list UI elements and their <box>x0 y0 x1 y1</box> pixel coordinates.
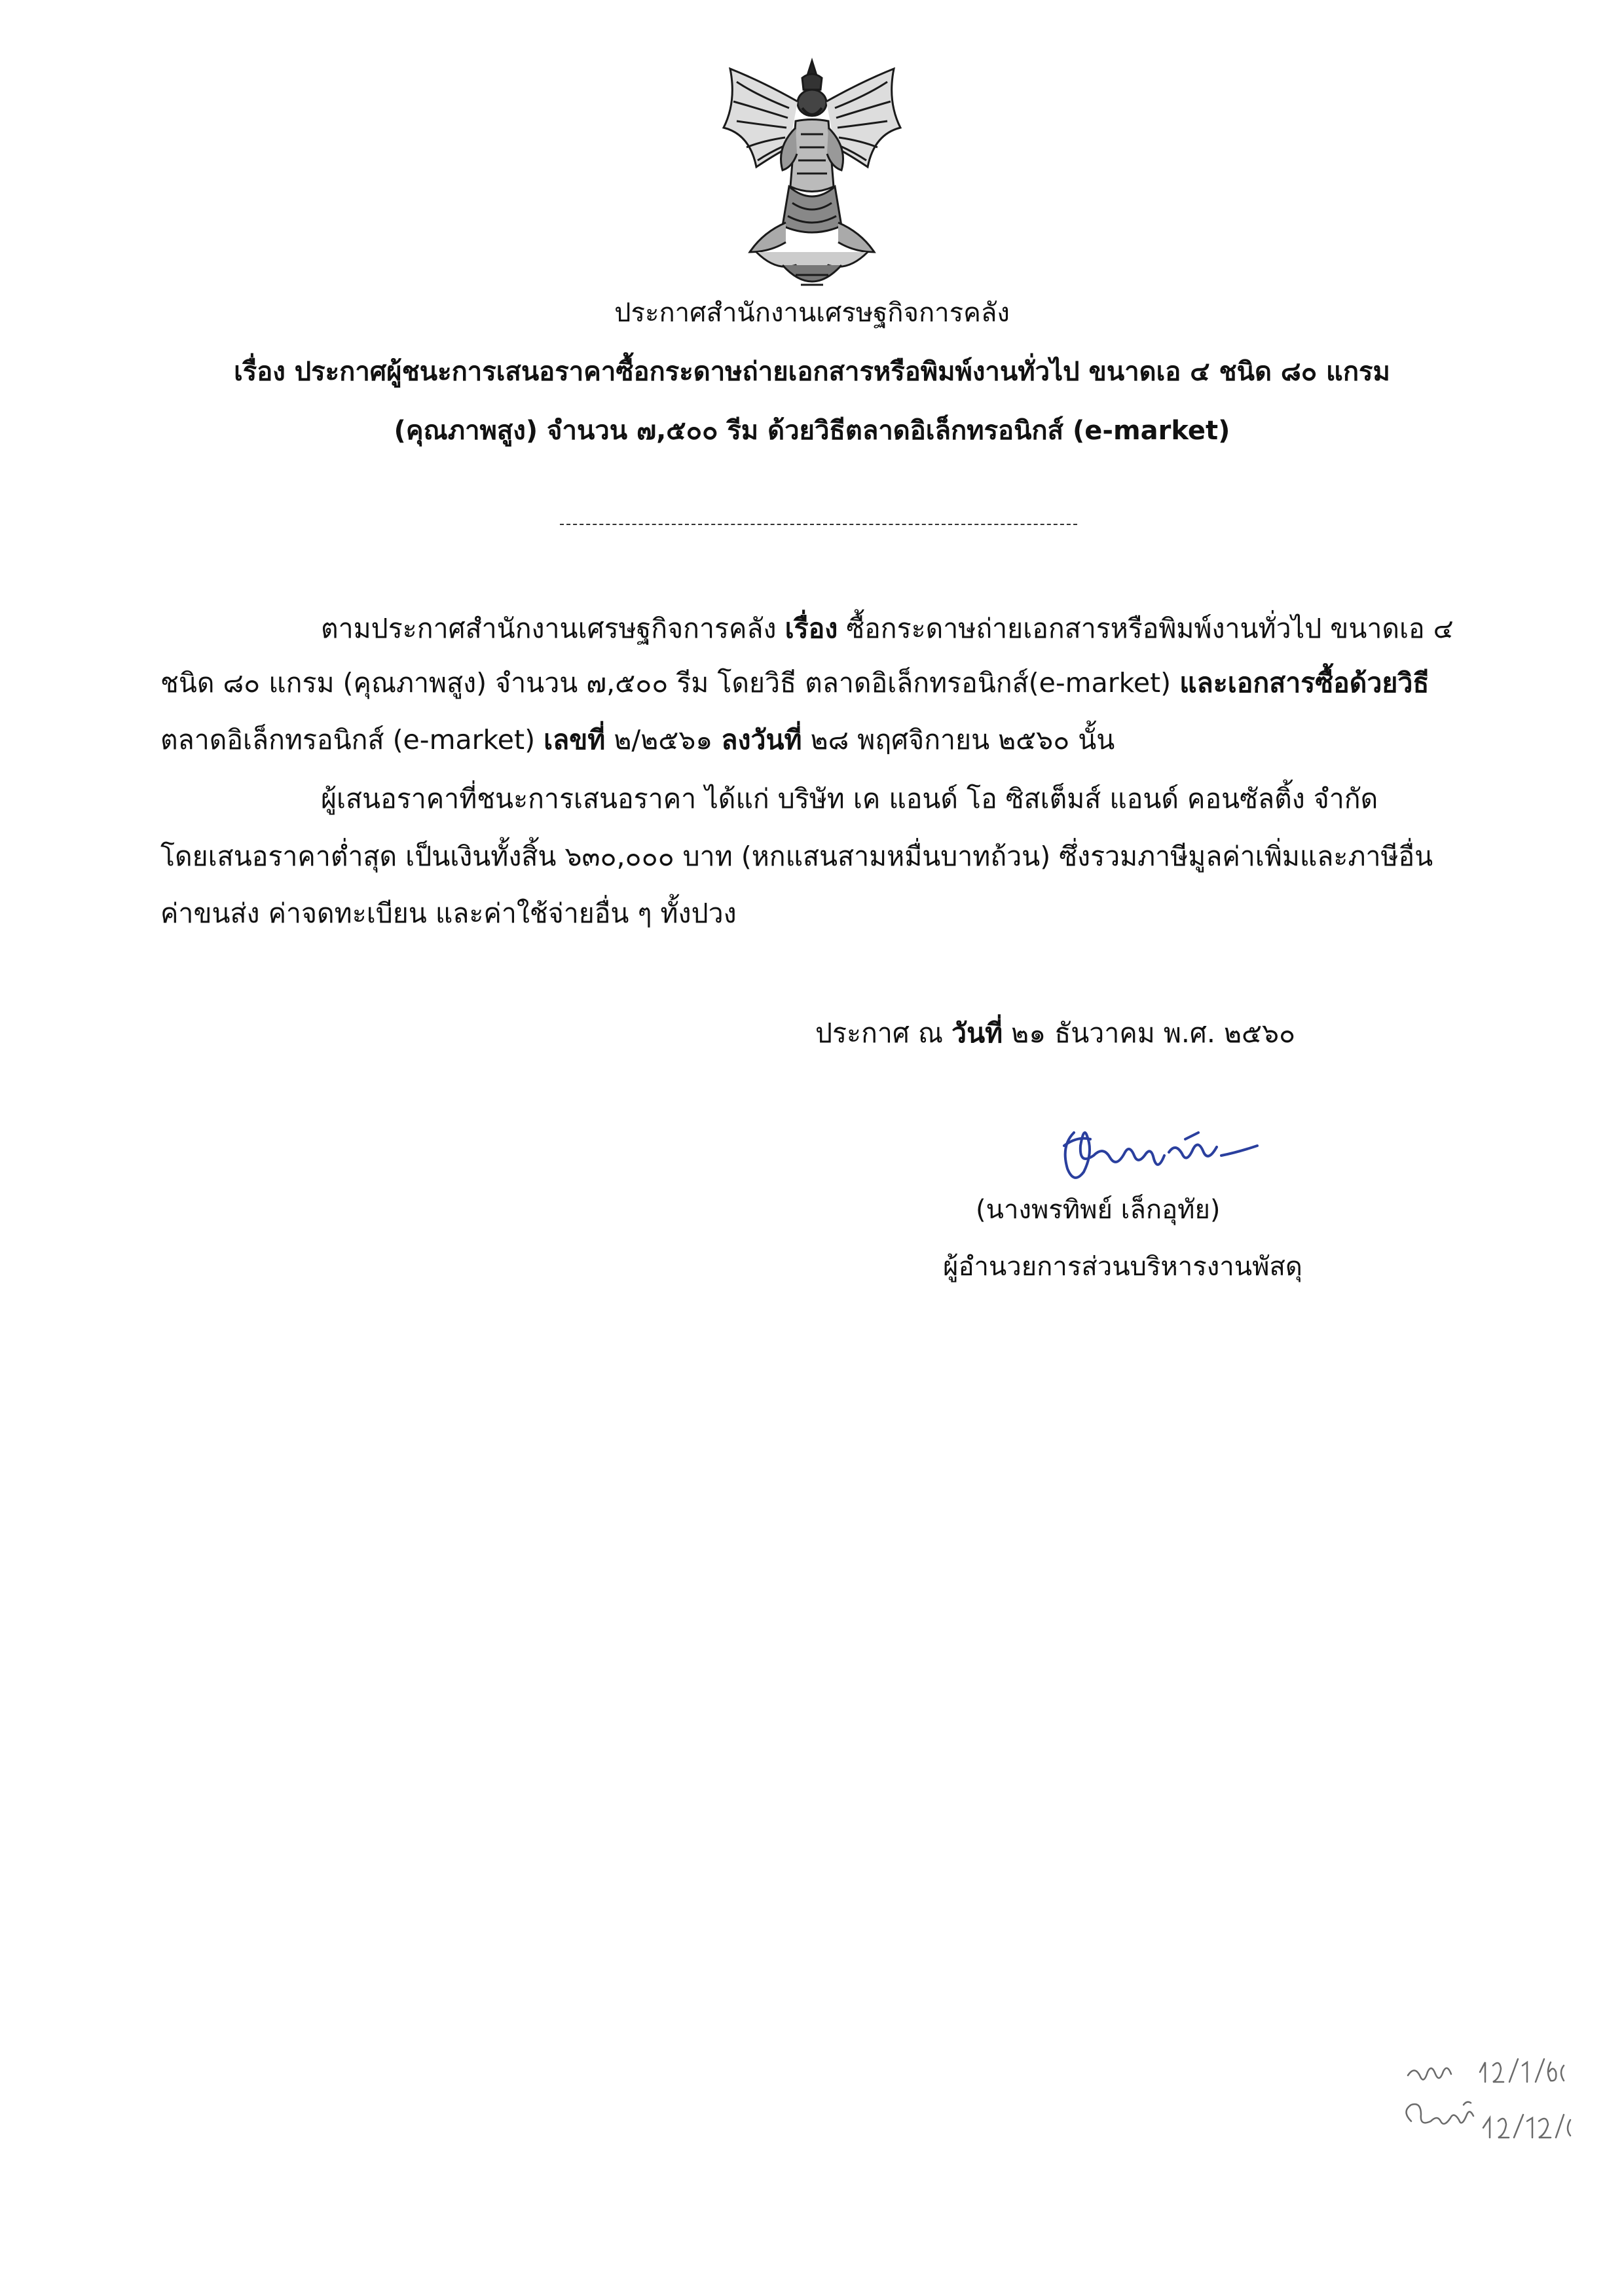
p1-l1-text-b: เรื่อง <box>784 613 838 644</box>
document-subject-line-1: เรื่อง ประกาศผู้ชนะการเสนอราคาซื้อกระดาษถ่ายเอกสารหรือพิมพ์งานทั่วไป ขนาดเอ ๔ ชนิด ๘๐ แกรม <box>234 357 1390 387</box>
paragraph-1-line-3 <box>160 720 1115 759</box>
signer-name: (นางพรทิพย์ เล็กอุทัย) <box>976 1195 1221 1225</box>
document-subject-line-2: (คุณภาพสูง) จำนวน ๗,๕๐๐ รีม ด้วยวิธีตลาดอิเล็กทรอนิกส์ (e-market) <box>394 416 1230 446</box>
p1-l1-text-a: ตามประกาศสำนักงานเศรษฐกิจการคลัง <box>321 613 785 644</box>
p1-l3-text-b: เลขที่ <box>544 724 606 756</box>
paragraph-1-line-2 <box>160 663 1429 702</box>
paragraph-2-line-1: ผู้เสนอราคาที่ชนะการเสนอราคา ได้แก่ บริษัท เค แอนด์ โอ ซิสเต็มส์ แอนด์ คอนซัลติ้ง จำกัด <box>321 783 1378 814</box>
signer-title: ผู้อำนวยการส่วนบริหารงานพัสดุ <box>943 1252 1302 1282</box>
p1-l3-text-e: ๒๘ พฤศจิกายน ๒๕๖๐ นั้น <box>802 724 1115 756</box>
date-label: วันที่ <box>951 1017 1003 1049</box>
handwritten-initials-icon <box>1401 2049 1572 2160</box>
announcement-date <box>815 1013 1295 1053</box>
p1-l2-text-b: และเอกสารซื้อด้วยวิธี <box>1179 667 1430 699</box>
date-value: ๒๑ ธันวาคม พ.ศ. ๒๕๖๐ <box>1003 1017 1296 1049</box>
p1-l3-text-d: ลงวันที่ <box>721 724 802 756</box>
date-prefix: ประกาศ ณ <box>815 1017 952 1049</box>
document-organization-title: ประกาศสำนักงานเศรษฐกิจการคลัง <box>614 298 1010 328</box>
p1-l3-text-a: ตลาดอิเล็กทรอนิกส์ (e-market) <box>160 724 544 756</box>
p1-l2-text-a: ชนิด ๘๐ แกรม (คุณภาพสูง) จำนวน ๗,๕๐๐ รีม โดยวิธี ตลาดอิเล็กทรอนิกส์(e-market) <box>160 667 1180 699</box>
signature-icon <box>1048 1106 1264 1192</box>
garuda-emblem-icon <box>710 56 913 304</box>
p1-l1-text-c: ซื้อกระดาษถ่ายเอกสารหรือพิมพ์งานทั่วไป ขนาดเอ ๔ <box>838 613 1454 644</box>
paragraph-2-line-3: ค่าขนส่ง ค่าจดทะเบียน และค่าใช้จ่ายอื่น ๆ ทั้งปวง <box>160 898 737 929</box>
p1-l3-text-c: ๒/๒๕๖๑ <box>605 724 722 756</box>
paragraph-2-line-2: โดยเสนอราคาต่ำสุด เป็นเงินทั้งสิ้น ๖๓๐,๐๐๐ บาท (หกแสนสามหมื่นบาทถ้วน) ซึ่งรวมภาษีมูลค่าเพิ่มและภาษีอื่น <box>160 841 1433 872</box>
header-divider <box>560 524 1077 525</box>
paragraph-1-line-1 <box>321 609 1454 648</box>
